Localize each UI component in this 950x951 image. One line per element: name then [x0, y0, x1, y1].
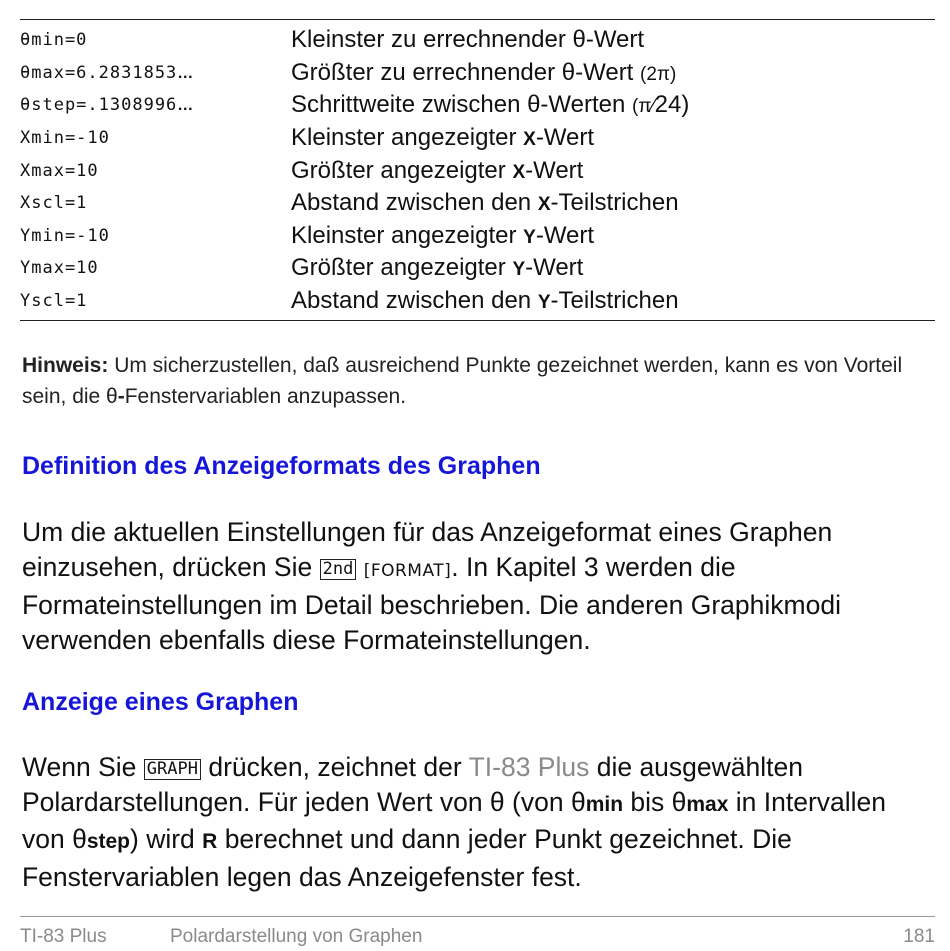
variable-code: Yscl=1 [20, 291, 88, 312]
key-graph: GRAPH [144, 759, 201, 780]
graph-text-6: ) wird [130, 824, 203, 854]
description-symbol: X [537, 194, 551, 216]
page-number: 181 [903, 926, 935, 947]
variable-description [291, 254, 583, 282]
theta-max-label: max [686, 792, 729, 816]
description-symbol: X [523, 129, 536, 151]
variable-code: Xscl=1 [20, 193, 88, 214]
variable-ellipsis: … [177, 64, 194, 82]
description-text: Abstand zwischen den [291, 189, 538, 217]
graph-text-1: Wenn Sie [22, 752, 144, 782]
variable-row [20, 122, 935, 155]
variable-row [20, 57, 935, 90]
format-paragraph [22, 515, 932, 657]
variable-name [20, 258, 291, 278]
variable-row [20, 220, 935, 253]
description-text: Größter zu errechnender θ-Wert [291, 58, 641, 86]
graph-text-5: in Intervallen von θ [22, 786, 887, 854]
variable-name [20, 161, 291, 181]
description-suffix: -Wert [535, 221, 595, 249]
variable-row [20, 154, 935, 187]
variable-code: θmin=0 [20, 30, 88, 51]
variable-code: θstep=.1308996 [20, 95, 178, 116]
variable-name [20, 95, 291, 115]
description-text: Größter angezeigter [291, 254, 513, 282]
graph-text-2: drücken, zeichnet der [200, 752, 469, 782]
variable-code: Xmax=10 [20, 160, 99, 181]
description-symbol: Y [537, 292, 551, 314]
key-2nd: 2nd [320, 559, 357, 580]
variable-name [20, 193, 291, 213]
description-text: Größter angezeigter [291, 156, 513, 184]
description-text: Kleinster zu errechnender θ-Wert [291, 26, 645, 54]
description-suffix: -Wert [525, 254, 584, 282]
description-text: Schrittweite zwischen θ-Werten [291, 91, 633, 119]
product-name: TI-83 Plus [468, 752, 590, 782]
variable-description [291, 124, 594, 152]
description-text: Kleinster angezeigter [291, 221, 524, 249]
description-suffix: -Teilstrichen [550, 189, 679, 217]
key-format: [FORMAT] [363, 560, 452, 581]
description-symbol: Y [523, 226, 536, 248]
note-text-1: Um sicherzustellen, daß ausreichend Punkte gezeichnet werden, kann es von Vorteil sein, die θ [22, 354, 903, 408]
theta-step-label: step [86, 830, 131, 853]
variable-description [291, 222, 594, 250]
section-heading-format: Definition des Anzeigeformats des Graphen [22, 452, 541, 480]
variable-description [291, 189, 679, 217]
variable-name [20, 226, 291, 246]
description-symbol: X [512, 161, 526, 183]
variable-name [20, 291, 291, 311]
variable-code: Xmin=-10 [20, 128, 110, 149]
note-text-2: Fenstervariablen anzupassen. [124, 385, 407, 408]
format-text-1: Um die aktuellen Einstellungen für das Anzeigeformat eines Graphen einzusehen, drücken Sie [22, 517, 833, 582]
description-symbol: (2π) [640, 63, 677, 85]
variable-row [20, 285, 935, 318]
variable-name [20, 30, 291, 50]
description-symbol: (π⁄ [632, 96, 655, 118]
variable-row [20, 89, 935, 122]
variable-row [20, 24, 935, 57]
note-paragraph [22, 350, 927, 412]
variable-code: θmax=6.2831853 [20, 62, 178, 83]
graph-text-7: berechnet und dann jeder Punkt gezeichnet. Die Fenstervariablen legen das Anzeigefenster fest. [22, 824, 792, 892]
variable-ellipsis: … [177, 97, 194, 115]
footer-brand: TI-83 Plus [20, 926, 107, 947]
graph-paragraph [22, 750, 932, 894]
description-symbol: Y [512, 259, 526, 281]
variable-description [291, 157, 583, 185]
description-suffix: -Wert [525, 156, 584, 184]
description-suffix: 24) [654, 91, 690, 119]
description-text: Abstand zwischen den [291, 287, 538, 315]
variable-name [20, 63, 291, 83]
variable-description [291, 26, 644, 54]
variable-row [20, 252, 935, 285]
window-variables-table [20, 19, 935, 321]
page-footer [20, 916, 935, 951]
graph-text-3: die ausgewählten Polardarstellungen. Für jeden Wert von θ (von θ [22, 752, 803, 817]
graph-text-4: bis θ [623, 786, 687, 817]
variable-code: Ymin=-10 [20, 225, 110, 246]
variable-description [291, 59, 676, 87]
note-dash: - [117, 385, 125, 408]
variable-description [291, 287, 679, 315]
note-label: Hinweis: [22, 354, 109, 377]
description-suffix: -Wert [535, 124, 595, 152]
r-label: R [202, 830, 218, 853]
description-suffix: -Teilstrichen [550, 287, 679, 315]
variable-description [291, 91, 689, 119]
theta-min-label: min [585, 792, 624, 816]
variable-code: Ymax=10 [20, 258, 99, 279]
variable-name [20, 128, 291, 148]
description-text: Kleinster angezeigter [291, 124, 524, 152]
footer-chapter: Polardarstellung von Graphen [170, 926, 423, 947]
format-text-2: . In Kapitel 3 werden die Formateinstellungen im Detail beschrieben. Die anderen Graphikmodi verwenden ebenfalls diese Formateinstellungen. [22, 551, 841, 655]
variable-row [20, 187, 935, 220]
section-heading-graph: Anzeige eines Graphen [22, 688, 299, 716]
